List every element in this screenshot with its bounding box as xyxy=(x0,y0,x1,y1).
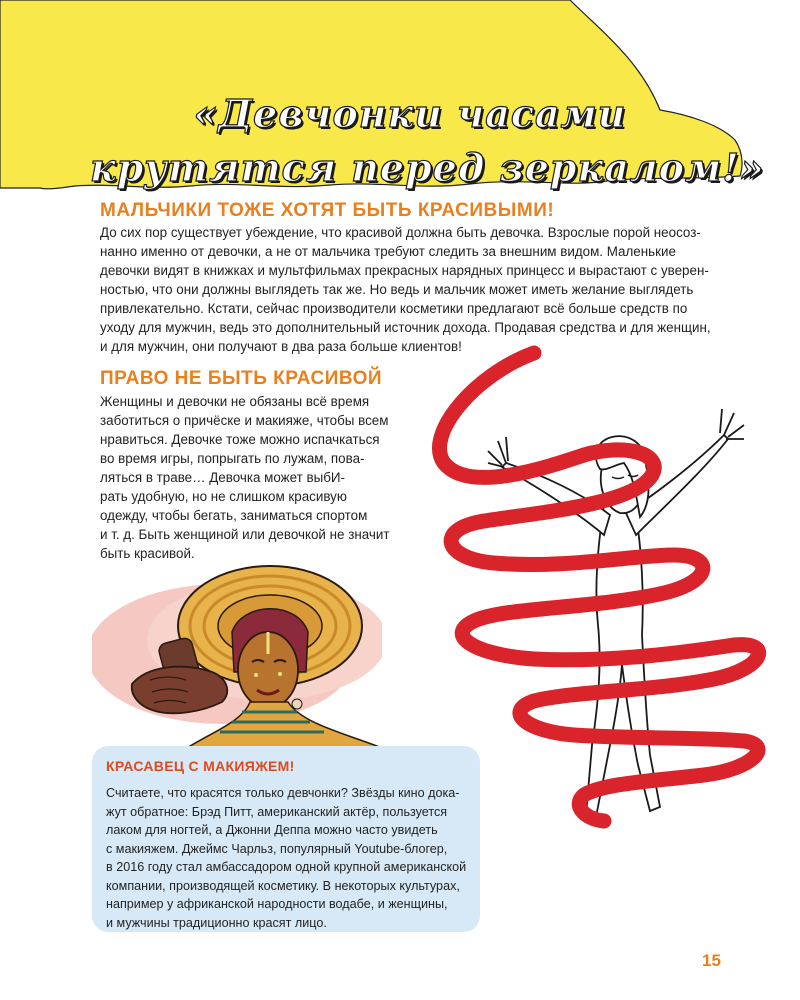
section-heading-boys: МАЛЬЧИКИ ТОЖЕ ХОТЯТ БЫТЬ КРАСИВЫМИ! xyxy=(100,200,555,221)
page-title-line-1: «Девчонки часами xyxy=(193,91,627,137)
text-line: девочки видят в книжках и мультфильмах прекрасных нарядных принцесс и вырастают с уверен- xyxy=(100,263,709,278)
text-line: например у африканской народности водабе, и женщины, xyxy=(106,897,448,911)
text-line: лаком для ногтей, а Джонни Деппа можно часто увидеть xyxy=(106,823,438,837)
text-line: Считаете, что красятся только девчонки? Звёзды кино дока- xyxy=(106,786,460,800)
text-line: ностью, что они должны выглядеть так же. Но ведь и мальчик может иметь желание выглядеть xyxy=(100,282,694,297)
section-heading-right: ПРАВО НЕ БЫТЬ КРАСИВОЙ xyxy=(100,368,383,389)
section-body-right xyxy=(100,392,389,563)
text-line: уходу для мужчин, ведь это дополнительный источник дохода. Продавая средства и для женщин, xyxy=(100,320,711,335)
text-line: заботиться о причёске и макияже, чтобы всем xyxy=(100,413,389,428)
text-line: в 2016 году стал амбассадором одной крупной американской xyxy=(106,860,467,874)
text-line: нанно именно от девочки, а не от мальчика требуют следить за внешним видом. Маленькие xyxy=(100,244,676,259)
text-line: одежду, чтобы бегать, заниматься спортом xyxy=(100,508,368,523)
woman-with-hat-illustration xyxy=(92,562,382,748)
text-line: ляться в траве… Девочка может выбИ- xyxy=(100,470,345,485)
text-line: во время игры, попрыгать по лужам, пова- xyxy=(100,451,365,466)
text-line: компании, производящей косметику. В некоторых культурах, xyxy=(106,878,460,893)
text-line: нравиться. Девочке тоже можно испачкаться xyxy=(100,432,380,447)
text-line: Женщины и девочки не обязаны всё время xyxy=(100,394,370,409)
text-line: жут обратное: Брэд Питт, американский актёр, пользуется xyxy=(106,804,448,819)
text-line: До сих пор существует убеждение, что красивой должна быть девочка. Взрослые порой неосоз- xyxy=(100,225,701,240)
text-line: рать удобную, но не слишком красивую xyxy=(100,489,347,504)
text-line: быть красивой. xyxy=(100,546,195,561)
info-box-body xyxy=(106,784,466,932)
text-line: и т. д. Быть женщиной или девочкой не значит xyxy=(100,527,390,542)
text-line: и мужчины традиционно красят лицо. xyxy=(106,915,327,930)
page-number: 15 xyxy=(702,951,721,970)
section-body-boys xyxy=(100,223,711,356)
text-line: и для мужчин, они получают в два раза больше клиентов! xyxy=(100,339,462,354)
info-box-heading: КРАСАВЕЦ С МАКИЯЖЕМ! xyxy=(106,758,295,774)
page-title xyxy=(90,87,765,195)
text-line: привлекательно. Кстати, сейчас производители косметики предлагают всё больше средств по xyxy=(100,301,688,316)
info-box-makeup xyxy=(92,746,480,932)
page-title-line-2: крутятся перед зеркалом!» xyxy=(90,145,765,191)
text-line: с макияжем. Джеймс Чарльз, популярный Youtube-блогер, xyxy=(106,841,448,856)
